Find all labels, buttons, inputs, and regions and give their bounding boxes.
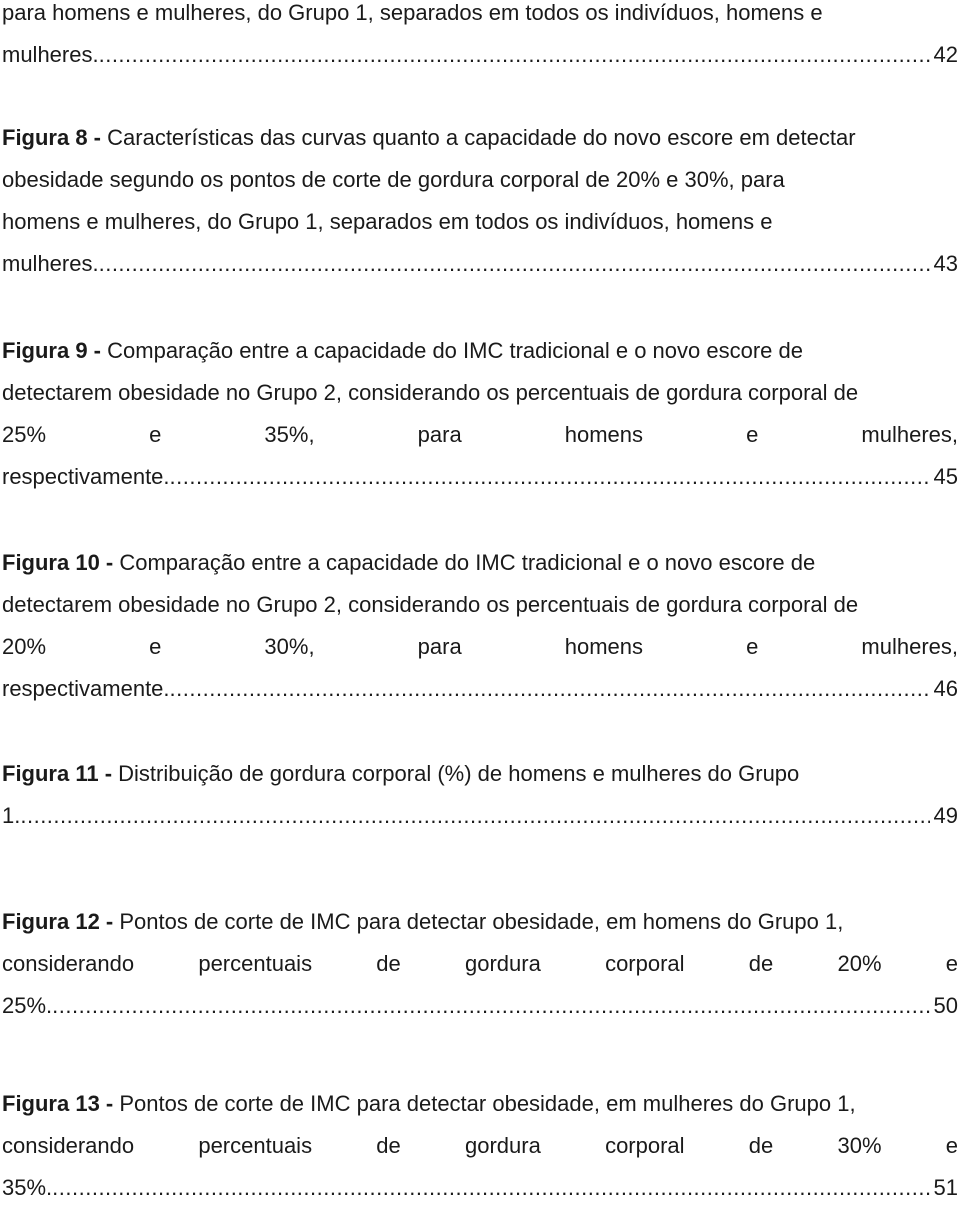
entry-line-text: Comparação entre a capacidade do IMC tradicional e o novo escore de <box>101 338 803 363</box>
entry-word: e <box>149 422 162 447</box>
entry-word: homens <box>564 634 644 659</box>
entry-tail-text: mulheres. <box>2 251 99 276</box>
entry-word: de <box>376 951 401 976</box>
entry-word: considerando <box>2 1133 135 1158</box>
page-number: 43 <box>933 251 958 276</box>
dot-leader <box>99 243 930 285</box>
dot-leader <box>170 668 930 710</box>
page-number: 49 <box>933 803 958 828</box>
entry-word: de <box>748 1133 774 1158</box>
entry-word: e <box>945 1133 958 1158</box>
entry-line <box>2 414 958 456</box>
entry-line <box>2 943 958 985</box>
entry-word: corporal <box>605 1133 685 1158</box>
entry-last-line <box>2 456 958 498</box>
entry-line <box>2 626 958 668</box>
entry-line <box>2 330 958 372</box>
entry-line <box>2 159 958 201</box>
entry-last-line <box>2 243 958 285</box>
entry-line <box>2 117 958 159</box>
entry-last-line <box>2 795 958 837</box>
entry-line <box>2 1083 958 1125</box>
entry-word: 30% <box>837 1133 882 1158</box>
entry-line <box>2 0 958 34</box>
entry-tail-text: respectivamente. <box>2 676 170 701</box>
entry-word: de <box>748 951 774 976</box>
entry-line <box>2 901 958 943</box>
entry-word: e <box>945 951 958 976</box>
figure-label: Figura 13 - <box>2 1091 114 1116</box>
entry-last-line <box>2 1167 958 1209</box>
entry-line-text: Pontos de corte de IMC para detectar obesidade, em homens do Grupo 1, <box>113 909 844 934</box>
entry-word: 35%, <box>264 422 315 447</box>
toc-entry-figura-8 <box>2 117 958 285</box>
entry-line-text: Distribuição de gordura corporal (%) de homens e mulheres do Grupo <box>112 761 800 786</box>
dot-leader <box>52 985 929 1027</box>
entry-tail-text: 25%. <box>2 993 53 1018</box>
entry-word: e <box>746 634 759 659</box>
entry-tail-text: 35%. <box>2 1175 53 1200</box>
toc-entry-figura-9 <box>2 330 958 498</box>
entry-word: percentuais <box>198 1133 313 1158</box>
toc-entry-figura-13 <box>2 1083 958 1209</box>
entry-line-text: detectarem obesidade no Grupo 2, considerando os percentuais de gordura corporal de <box>2 380 859 405</box>
entry-line <box>2 584 958 626</box>
entry-line-text: homens e mulheres, do Grupo 1, separados em todos os indivíduos, homens e <box>2 209 773 234</box>
entry-word: para <box>417 422 462 447</box>
entry-word: e <box>746 422 759 447</box>
entry-word: 30%, <box>264 634 315 659</box>
entry-word: para <box>417 634 462 659</box>
entry-last-line <box>2 668 958 710</box>
entry-word: homens <box>564 422 644 447</box>
entry-line <box>2 753 958 795</box>
dot-leader <box>99 34 930 76</box>
page-number: 46 <box>933 676 958 701</box>
toc-entry-figura-10 <box>2 542 958 710</box>
entry-word: 25% <box>2 422 47 447</box>
entry-line-text: Pontos de corte de IMC para detectar obesidade, em mulheres do Grupo 1, <box>113 1091 856 1116</box>
figure-label: Figura 12 - <box>2 909 114 934</box>
entry-last-line <box>2 985 958 1027</box>
entry-word: e <box>149 634 162 659</box>
entry-tail-text: 1. <box>2 803 21 828</box>
entry-word: mulheres, <box>861 634 958 659</box>
toc-entry-figura-12 <box>2 901 958 1027</box>
entry-line <box>2 201 958 243</box>
entry-line-text: obesidade segundo os pontos de corte de gordura corporal de 20% e 30%, para <box>2 167 785 192</box>
figure-label: Figura 11 - <box>2 761 113 786</box>
entry-tail-text: respectivamente. <box>2 464 170 489</box>
dot-leader <box>20 795 929 837</box>
entry-line-text: Comparação entre a capacidade do IMC tradicional e o novo escore de <box>113 550 816 575</box>
entry-word: percentuais <box>198 951 313 976</box>
page-number: 51 <box>933 1175 958 1200</box>
entry-last-line <box>2 34 958 76</box>
entry-line-text: detectarem obesidade no Grupo 2, considerando os percentuais de gordura corporal de <box>2 592 859 617</box>
entry-line-text: para homens e mulheres, do Grupo 1, separados em todos os indivíduos, homens e <box>2 0 823 25</box>
page-number: 45 <box>933 464 958 489</box>
entry-tail-text: mulheres. <box>2 42 99 67</box>
entry-line <box>2 1125 958 1167</box>
dot-leader <box>170 456 930 498</box>
entry-line <box>2 372 958 414</box>
entry-word: considerando <box>2 951 135 976</box>
entry-word: gordura <box>465 1133 541 1158</box>
entry-word: de <box>376 1133 401 1158</box>
entry-line <box>2 542 958 584</box>
entry-word: mulheres, <box>861 422 958 447</box>
entry-line-text: Características das curvas quanto a capacidade do novo escore em detectar <box>101 125 856 150</box>
figure-label: Figura 9 - <box>2 338 102 363</box>
entry-word: 20% <box>2 634 47 659</box>
figure-label: Figura 8 - <box>2 125 102 150</box>
page-number: 42 <box>933 42 958 67</box>
entry-word: corporal <box>605 951 685 976</box>
entry-word: 20% <box>837 951 882 976</box>
page-number: 50 <box>933 993 958 1018</box>
figure-label: Figura 10 - <box>2 550 114 575</box>
entry-word: gordura <box>465 951 541 976</box>
toc-entry <box>2 0 958 76</box>
toc-entry-figura-11 <box>2 753 958 837</box>
dot-leader <box>52 1167 929 1209</box>
